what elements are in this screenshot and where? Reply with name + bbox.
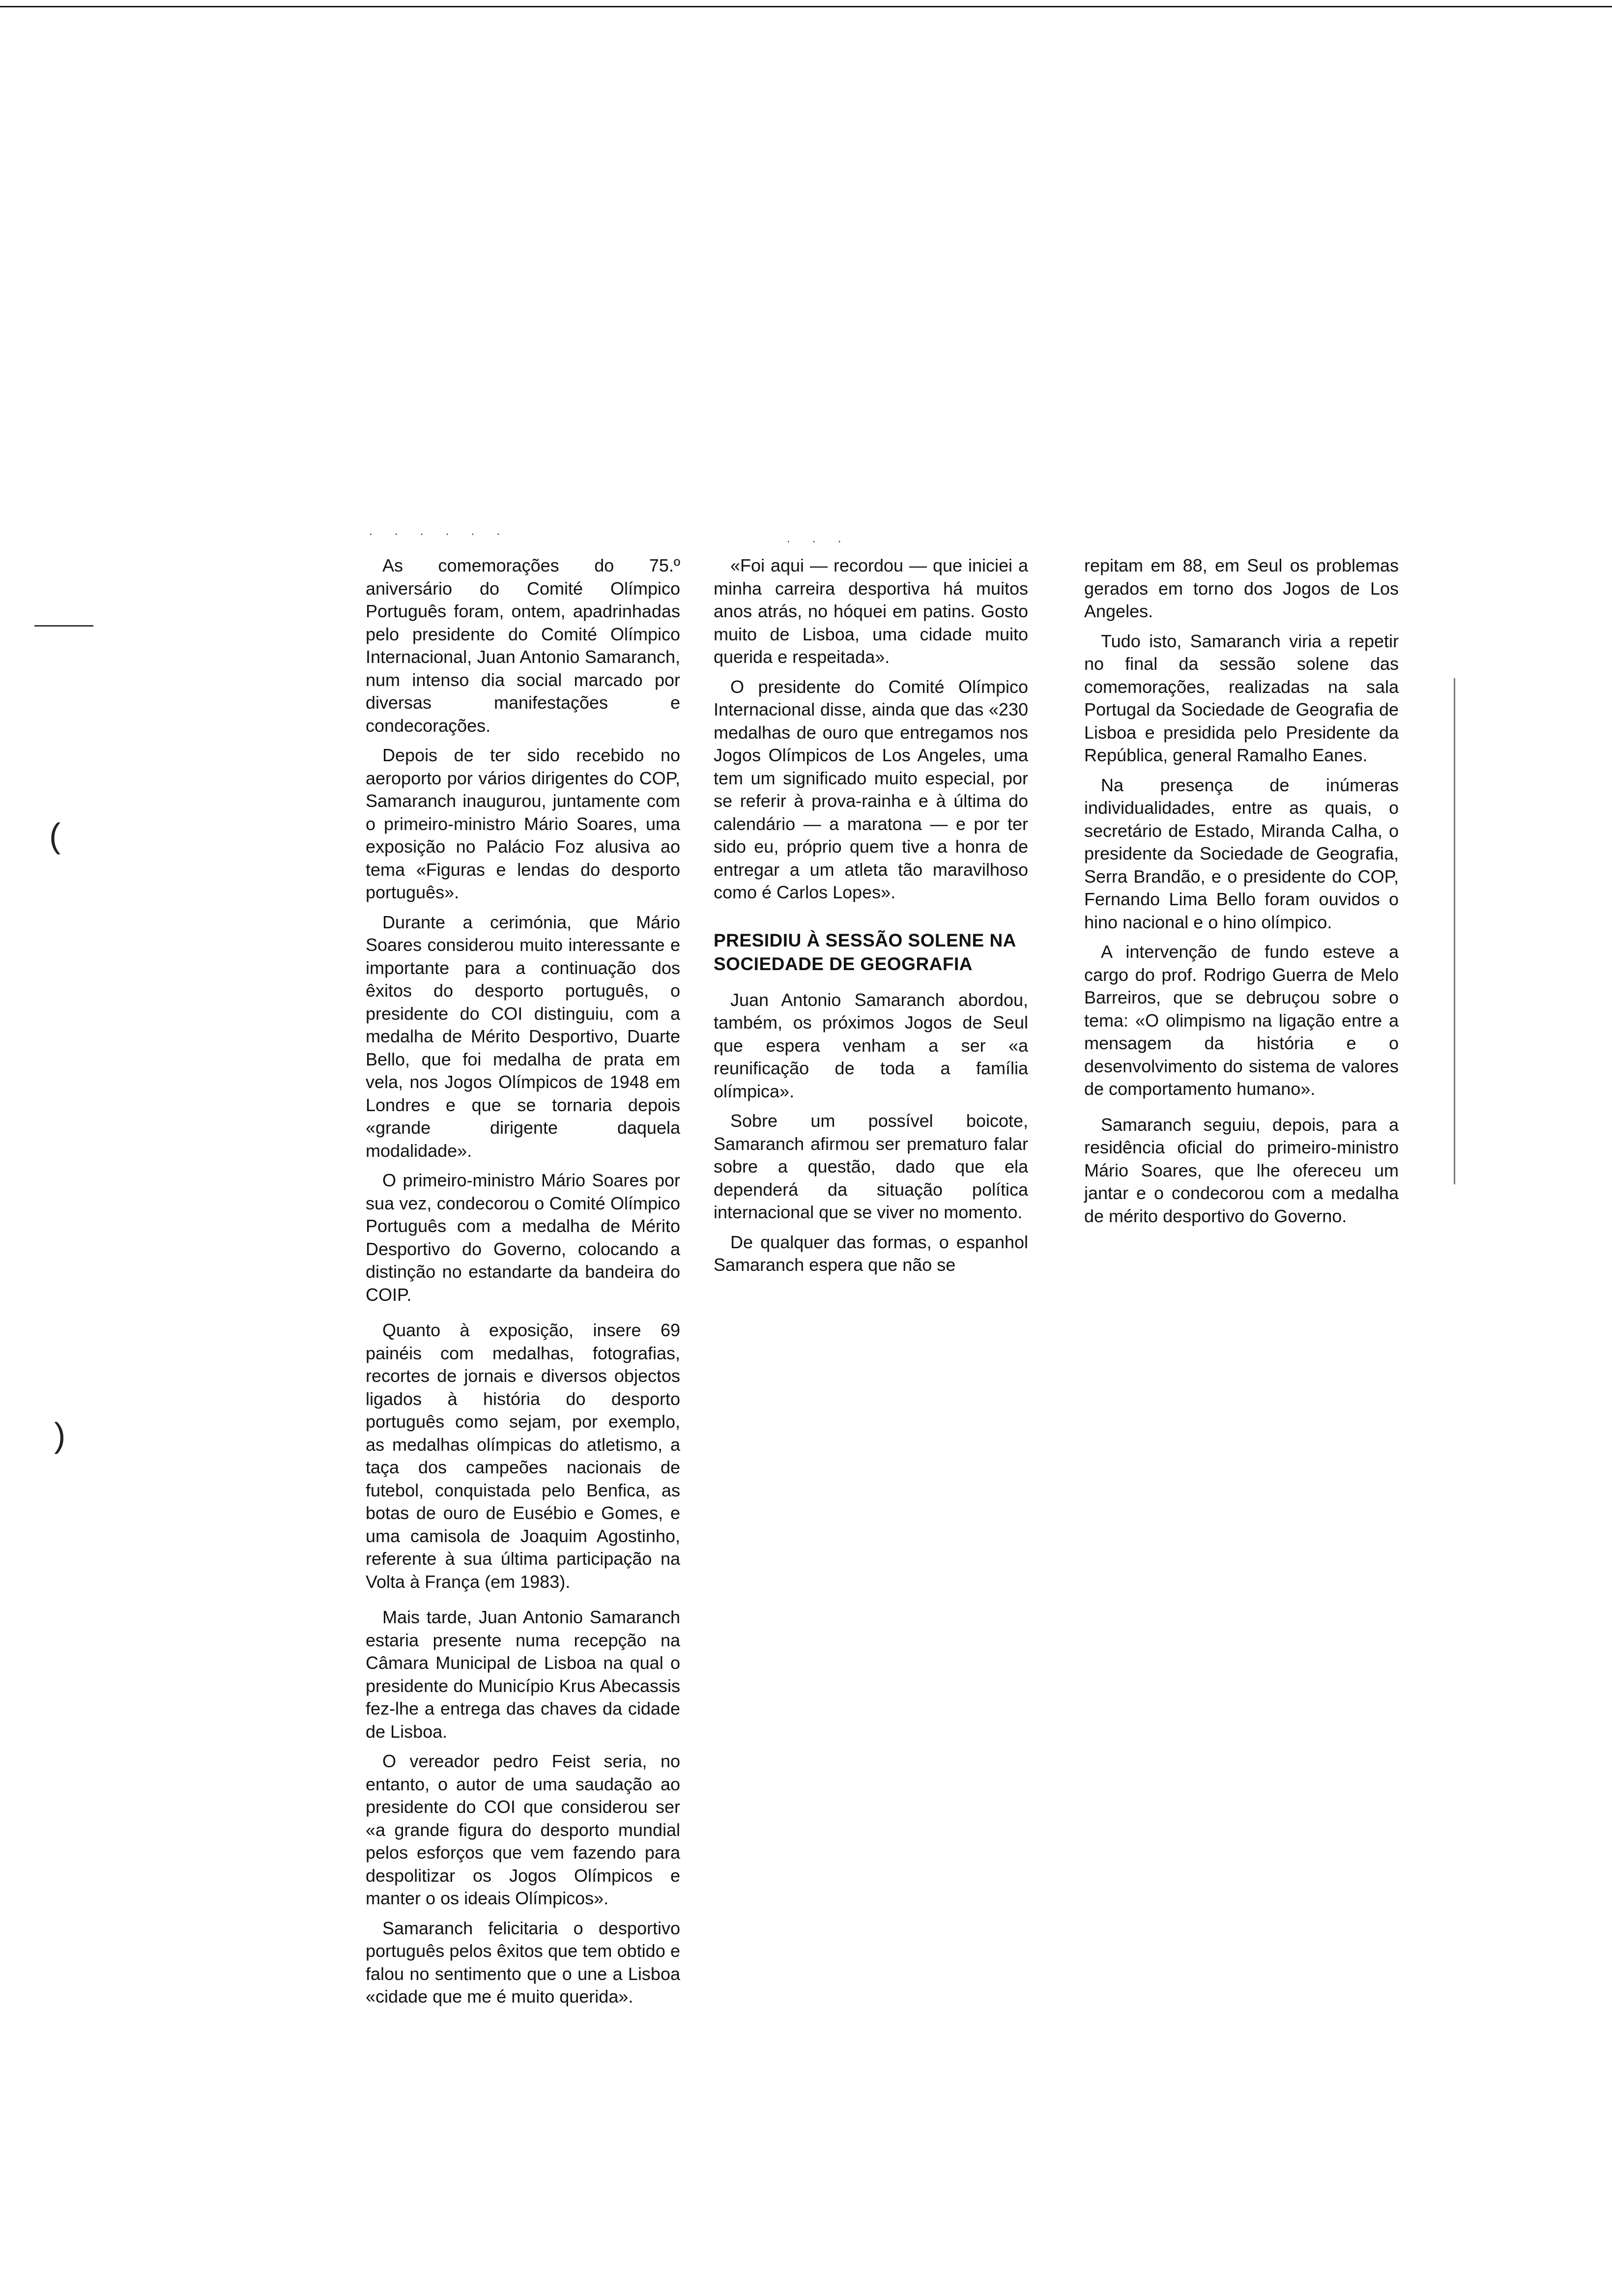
paragraph: «Foi aqui — recordou — que iniciei a minha carreira desportiva há muitos anos atrás, no hóquei em patins. Gosto muito de Lisboa, uma cidade muito querida e respeitada». xyxy=(714,555,1028,667)
paragraph: Samaranch felicitaria o desportivo português pelos êxitos que tem obtido e falou no sentimento que o une a Lisboa «cidade que me é muito querida». xyxy=(366,1918,680,2007)
paragraph: A intervenção de fundo esteve a cargo do prof. Rodrigo Guerra de Melo Barreiros, que se debruçou sobre o tema: «O olimpismo na ligação entre a mensagem da história e o desenvolvimento do sistema de valores de comportamento humano». xyxy=(1084,942,1399,1099)
paragraph: Na presença de inúmeras individualidades, entre as quais, o secretário de Estado, Miranda Calha, o presidente da Sociedade de Geografia, Serra Brandão, e o presidente do COP, Fernando Lima Bello foram ouvidos o hino nacional e o hino olímpico. xyxy=(1084,775,1399,932)
paragraph: O vereador pedro Feist seria, no entanto, o autor de uma saudação ao presidente do COI que considerou ser «a grande figura do desporto mundial pelos esforços que vem fazendo para despolitizar os Jogos Olímpicos e manter o os ideais Olímpicos». xyxy=(366,1751,680,1908)
paragraph: Quanto à exposição, insere 69 painéis com medalhas, fotografias, recortes de jornais e diversos objectos ligados à história do desporto português como sejam, por exemplo, as medalhas olímpicas do atletismo, a taça dos campeões nacionais de futebol, conquistada pelo Benfica, as botas de ouro de Eusébio e Gomes, e uma camisola de Joaquim Agostinho, referente à sua última participação na Volta à França (em 1983). xyxy=(366,1320,680,1592)
margin-bracket-mark: ( xyxy=(49,816,61,855)
paragraph: repitam em 88, em Seul os problemas gerados em torno dos Jogos de Los Angeles. xyxy=(1084,555,1399,621)
paragraph: As comemorações do 75.º aniversário do Comité Olímpico Português foram, ontem, apadrinhadas pelo presidente do Comité Olímpico Internacional, Juan Antonio Samaranch, num intenso dia social marcado por diversas manifestações e condecorações. xyxy=(366,555,680,736)
article-column-1 xyxy=(366,554,680,2015)
paragraph: O primeiro-ministro Mário Soares por sua vez, condecorou o Comité Olímpico Português com a medalha de Mérito Desportivo do Governo, colocando a distinção no estandarte da bandeira do COIP. xyxy=(366,1170,680,1305)
margin-bracket-mark: ) xyxy=(54,1416,66,1454)
paragraph: De qualquer das formas, o espanhol Samaranch espera que não se xyxy=(714,1232,1028,1275)
scan-specks: · · · · · · xyxy=(369,526,510,541)
scan-specks: · · · xyxy=(786,533,851,548)
paragraph: Sobre um possível boicote, Samaranch afirmou ser prematuro falar sobre a questão, dado que ela dependerá da situação política internacional que se viver no momento. xyxy=(714,1111,1028,1222)
paragraph: Tudo isto, Samaranch viria a repetir no final da sessão solene das comemorações, realizadas na sala Portugal da Sociedade de Geografia de Lisboa e presidida pelo Presidente da República, general Ramalho Eanes. xyxy=(1084,631,1399,765)
section-subheading: PRESIDIU À SESSÃO SOLENE NA SOCIEDADE DE GEOGRAFIA xyxy=(714,930,1016,974)
paragraph: Mais tarde, Juan Antonio Samaranch estaria presente numa recepção na Câmara Municipal de Lisboa na qual o presidente do Município Krus Abecassis fez-lhe a entrega das chaves da cidade de Lisboa. xyxy=(366,1607,680,1742)
paragraph: Depois de ter sido recebido no aeroporto por vários dirigentes do COP, Samaranch inaugurou, juntamente com o primeiro-ministro Mário Soares, uma exposição no Palácio Foz alusiva ao tema «Figuras e lendas do desporto português». xyxy=(366,745,680,902)
paragraph: Juan Antonio Samaranch abordou, também, os próximos Jogos de Seul que espera venham a ser «a reunificação de toda a família olímpica». xyxy=(714,989,1028,1101)
article-column-3 xyxy=(1084,554,1399,1234)
margin-side-rule xyxy=(1454,678,1455,1184)
paragraph: Durante a cerimónia, que Mário Soares considerou muito interessante e importante para a continuação dos êxitos do desporto português, o presidente do COI distinguiu, com a medalha de Mérito Desportivo, Duarte Bello, que foi medalha de prata em vela, nos Jogos Olímpicos de 1948 em Londres e que se tornaria depois «grande dirigente daquela modalidade». xyxy=(366,912,680,1161)
article-column-2 xyxy=(714,554,1028,1284)
paragraph: O presidente do Comité Olímpico Internacional disse, ainda que das «230 medalhas de ouro que entregamos nos Jogos Olímpicos de Los Angeles, uma tem um significado muito especial, por se referir à prova-rainha e à última do calendário — a maratona — e por ter sido eu, próprio quem tive a honra de entregar a um atleta tão maravilhoso como é Carlos Lopes». xyxy=(714,676,1028,902)
margin-dash-mark xyxy=(34,625,93,627)
scan-top-rule xyxy=(0,6,1612,7)
paragraph: Samaranch seguiu, depois, para a residência oficial do primeiro-ministro Mário Soares, que lhe ofereceu um jantar e o condecorou com a medalha de mérito desportivo do Governo. xyxy=(1084,1114,1399,1226)
